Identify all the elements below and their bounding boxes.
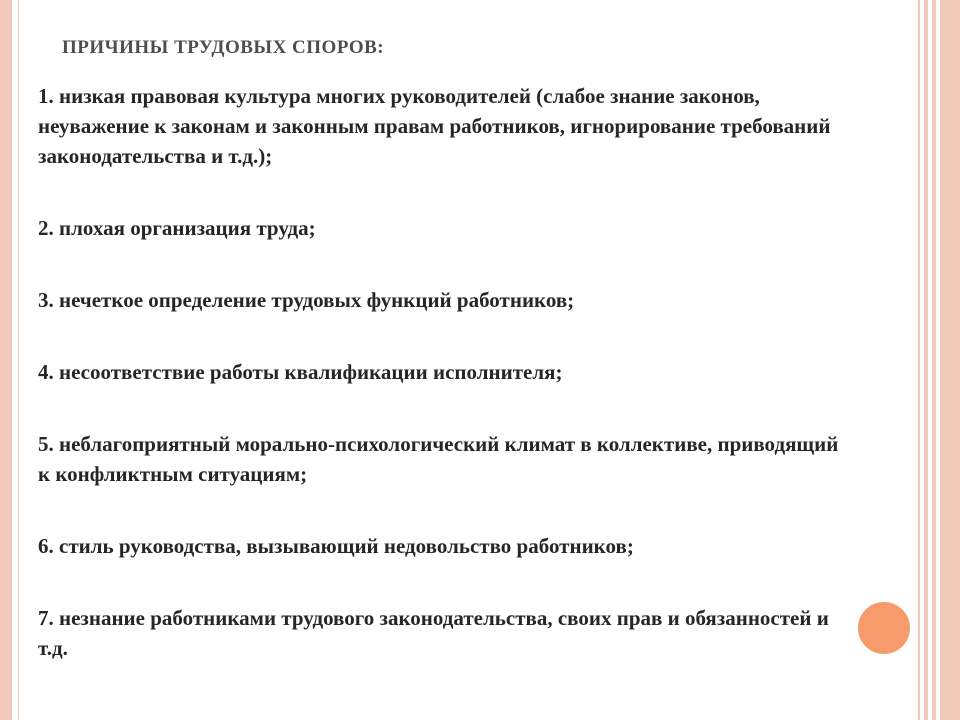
right-stripe (932, 0, 936, 720)
list-item: 4. несоответствие работы квалификации исполнителя; (38, 360, 563, 384)
list-item: 5. неблагоприятный морально-психологический климат в коллективе, приводящий к конфликтным ситуациям; (38, 432, 839, 486)
list-item: 2. плохая организация труда; (38, 216, 316, 240)
orange-circle-decor (855, 599, 913, 657)
list-item: 3. нечеткое определение трудовых функций работников; (38, 288, 575, 312)
list-item: 6. стиль руководства, вызывающий недовольство работников; (38, 534, 634, 558)
right-decor-stripes (918, 0, 960, 720)
right-stripe (918, 0, 920, 720)
left-decor-bar (0, 0, 12, 720)
right-stripe (940, 0, 960, 720)
left-decor-line (18, 0, 19, 720)
causes-list (38, 81, 850, 663)
list-item: 7. незнание работниками трудового законодательства, своих прав и обязанностей и т.д. (38, 606, 829, 660)
slide-title: ПРИЧИНЫ ТРУДОВЫХ СПОРОВ: (62, 37, 385, 58)
right-stripe (924, 0, 928, 720)
list-item: 1. низкая правовая культура многих руководителей (слабое знание законов, неуважение к законам и законным правам работников, игнорирование требований законодательства и т.д.); (38, 84, 831, 168)
